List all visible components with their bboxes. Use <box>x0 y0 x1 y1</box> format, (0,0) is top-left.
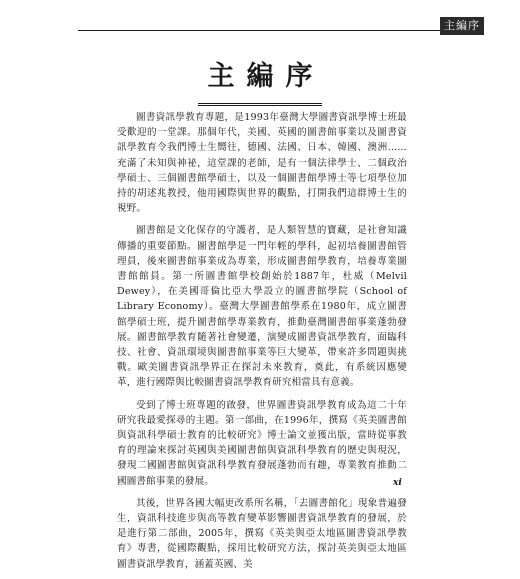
body-text <box>117 110 407 579</box>
page-number: xi <box>393 478 402 488</box>
running-header-tab: 主編序 <box>440 17 484 35</box>
paragraph: 圖書館是文化保存的守護者，是人類智慧的寶藏，是社會知識傳播的重要節點。圖書館學是一門年輕的學科，起初培養圖書館管理員，後來圖書館事業成為專業，形成圖書館學教育，培養專業圖書館館員。第一所圖書館學校創始於1887年，杜威（Melvil Dewey），在美國哥倫比亞大學設立的圖書館學院（School of Library Economy）。臺灣大學圖書館學系在1980年，成立圖書館學碩士班，提升圖書館學專業教育，推動臺灣圖書館事業蓬勃發展。圖書館學教育隨著社會變遷，演變成圖書資訊學教育，面臨科技、社會、資訊環境與圖書館事業等巨大變革，帶來許多問題與挑戰。歐美圖書資訊學界正在探討未來教育，奠此，有系統因應變革，進行國際與比較圖書資訊學教育研究相當具有意義。 <box>117 225 407 389</box>
title-container <box>0 60 520 94</box>
header-rule <box>78 30 440 31</box>
paragraph: 其後，世界各國大幅更改系所名稱，「去圖書館化」現象普遍發生，資訊科技進步與高等教育變革影響圖書資訊學教育的發展，於是進行第二部曲，2005年，撰寫《英美與亞太地區圖書資訊學教育》專書，從國際觀點，採用比較研究方法，探討英美與亞太地區圖書資訊學教育，涵蓋英國、美 <box>117 497 407 570</box>
page-title: 主編序 <box>207 61 325 92</box>
paragraph: 圖書資訊學教育專題，是1993年臺灣大學圖書資訊學博士班最受歡迎的一堂課。那個年代，美國、英國的圖書館事業以及圖書資訊學教育令我們博士生嚮往，德國、法國、日本、韓國、澳洲……充滿了未知與神祕，這堂課的老師，是有一個法律學士、二個政治學碩士、三個圖書館學碩士，以及一個圖書館學博士等七項學位加持的胡述兆教授，他用國際與世界的觀點，打開我們這群博士生的視野。 <box>117 112 407 215</box>
title-underline <box>198 103 322 106</box>
paragraph: 受到了博士班專題的啟發，世界圖書資訊學教育成為這二十年研究我最愛探尋的主題。第一部曲，在1996年，撰寫《英美圖書館與資訊科學碩士教育的比較研究》博士論文並獲出版，當時從事教育的理論來探討英國與美國圖書館與資訊科學教育的歷史與現況，發現二國圖書館與資訊科學教育發展蓬勃而有趣，專業教育推動二國圖書館事業的發展。 <box>117 399 407 487</box>
